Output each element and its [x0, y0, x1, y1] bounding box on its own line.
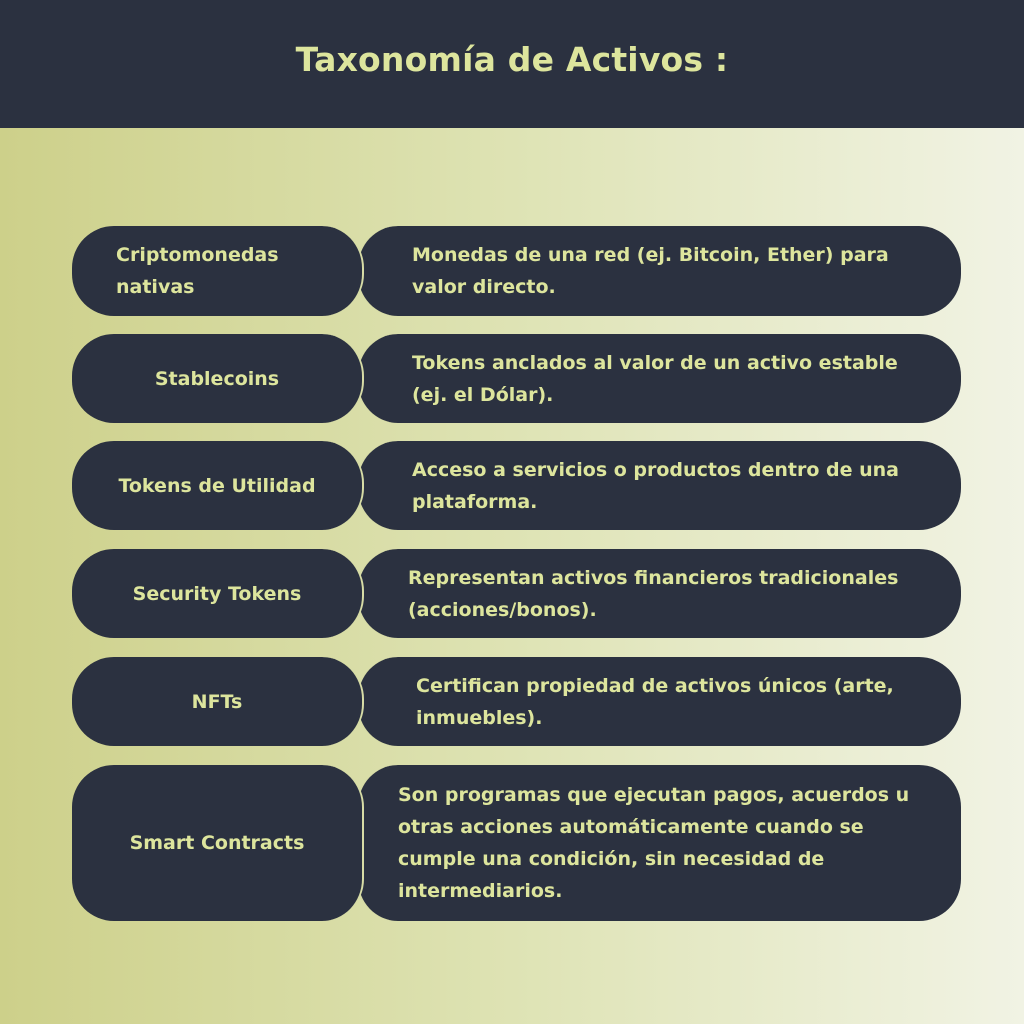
category-description: Monedas de una red (ej. Bitcoin, Ether) para valor directo.	[412, 244, 889, 298]
taxonomy-row-security	[72, 549, 961, 638]
description-pill	[356, 226, 961, 316]
category-pill	[72, 226, 364, 316]
taxonomy-row-stablecoins	[72, 334, 961, 423]
category-description: Certifican propiedad de activos únicos (arte, inmuebles).	[416, 674, 894, 729]
category-description: Representan activos financieros tradicionales (acciones/bonos).	[408, 566, 899, 621]
description-pill	[356, 549, 961, 638]
taxonomy-row-utilidad	[72, 441, 961, 530]
category-description: Son programas que ejecutan pagos, acuerdos u otras acciones automáticamente cuando se cumple una condición, sin necesidad de intermediarios.	[398, 784, 910, 902]
header-banner	[0, 0, 1024, 128]
page-title: Taxonomía de Activos :	[295, 39, 729, 79]
category-label: Stablecoins	[154, 367, 280, 390]
category-pill	[72, 334, 364, 423]
category-label: Criptomonedas nativas	[116, 244, 279, 298]
category-label: NFTs	[191, 690, 243, 713]
category-description: Tokens anclados al valor de un activo estable (ej. el Dólar).	[412, 351, 898, 406]
category-pill	[72, 657, 364, 746]
description-pill	[356, 657, 961, 746]
description-pill	[356, 441, 961, 530]
category-pill	[72, 549, 364, 638]
category-pill	[72, 765, 364, 921]
taxonomy-row-nfts	[72, 657, 961, 746]
category-pill	[72, 441, 364, 530]
taxonomy-row-criptomonedas	[72, 226, 961, 316]
taxonomy-row-smart-contracts	[72, 765, 961, 921]
category-label: Smart Contracts	[129, 832, 305, 854]
description-pill	[356, 765, 961, 921]
category-description: Acceso a servicios o productos dentro de una plataforma.	[412, 458, 899, 513]
category-label: Security Tokens	[132, 582, 302, 605]
description-pill	[356, 334, 961, 423]
category-label: Tokens de Utilidad	[118, 474, 316, 497]
